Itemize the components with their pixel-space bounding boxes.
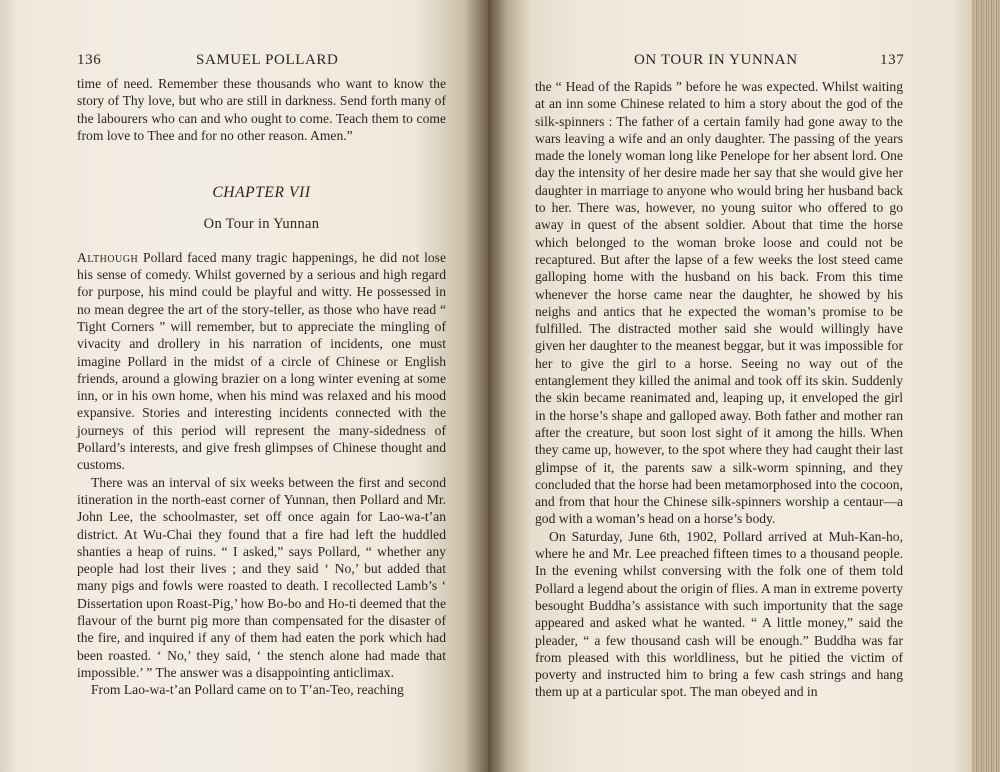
- page-number-right: 137: [880, 52, 905, 68]
- paragraph-3: From Lao-wa-t’an Pollard came on to T’an-Teo, reaching: [91, 682, 404, 698]
- left-page: [0, 0, 488, 772]
- right-page-body: [535, 78, 903, 701]
- prayer-ending: time of need. Remember these thousands who want to know the story of Thy love, but who are still in darkness. Send forth many of the labourers who can and who ought to come. Teach them to come from love to Thee and for no other reason. Amen.”: [77, 76, 446, 143]
- paragraph-silk-spinners: the “ Head of the Rapids ” before he was expected. Whilst waiting at an inn some Chinese related to him a story about the god of the silk-spinners : The father of a certain family had gone away to the wars leaving a wife and an only daughter. The passing of the years made the lonely woman long like Penelope for her absent lord. One day the intensity of her desire made her say that she would give her daughter in marriage to anyone who would bring her husband back to her. There was, however, no young suitor who offered to go away in quest of the absent soldier. About that time the horse which belonged to the woman broke loose and could not be recaptured. But after the lapse of a few weeks the lost steed came galloping home with the husband on his back. From this time whenever the horse came near the daughter, he showed by his neighs and antics that he expected the woman’s promise to be fulfilled. The distracted mother said she would willingly have given her daughter to the meanest beggar, but it was impossible for her to give the girl to a horse. Seeing no way out of the entanglement they killed the animal and took off its skin. Suddenly the skin became reanimated and, leaping up, it enveloped the girl in the horse’s shape and galloped away. Both father and mother ran after the creature, but soon lost sight of it among the hills. When they came up, however, to the spot where they had caught their last glimpse of it, the parents saw a silk-worm spinning, and they concluded that the horse had been metamorphosed into the cocoon, and from that hour the Chinese silk-spinners worship a centaur—a god with a woman’s head on a horse’s body.: [535, 79, 903, 527]
- right-page: [488, 0, 972, 772]
- left-page-body: [77, 75, 446, 699]
- paragraph-1-text: Pollard faced many tragic happenings, he did not lose his sense of comedy. Whilst governed by a serious and high regard for purpose, his mind could be playful and witty. He possessed in no mean degree the art of the story-teller, as those who have read “ Tight Corners ” will remember, but to appreciate the mingling of vivacity and drollery in his narration of incidents, one must imagine Pollard in the midst of a circle of Chinese or English friends, around a glowing brazier on a long winter evening at some inn, or in his own home, when his mind was relaxed and his mood expansive. Stories and interesting incidents connected with the journeys of this period will represent the many-sidedness of Pollard’s interests, and give fresh glimpses of Chinese thought and customs.: [77, 249, 446, 473]
- running-head-right: ON TOUR IN YUNNAN: [634, 52, 798, 68]
- paragraph-flies-legend: On Saturday, June 6th, 1902, Pollard arrived at Muh-Kan-ho, where he and Mr. Lee preached fifteen times to a thousand people. In the evening whilst conversing with the folk one of them told Pollard a legend about the origin of flies. A man in extreme poverty besought Buddha’s assistance with such importunity that the sage appeared and asked what he wanted. “ A little money,” said the pleader, “ a few thousand cash will be enough.” Buddha was far from pleased with this worldliness, but he pitied the victim of poverty and instructed him to bring a few cash strings and hang them up at a particular spot. The man obeyed and in: [535, 528, 903, 700]
- section-heading: On Tour in Yunnan: [203, 216, 320, 233]
- running-head-left: SAMUEL POLLARD: [196, 52, 339, 68]
- page-number-left: 136: [77, 52, 102, 68]
- opening-word: Although: [77, 249, 139, 265]
- chapter-heading: CHAPTER VII: [212, 184, 311, 202]
- right-page-edge: [972, 0, 1000, 772]
- paragraph-2: There was an interval of six weeks between the first and second itineration in the north-east corner of Yunnan, then Pollard and Mr. John Lee, the schoolmaster, set off once again for Lao-wa-t’an district. At Wu-Chai they found that a fire had left the huddled shanties a heap of ruins. “ I asked,” says Pollard, “ whether any people had lost their lives ; and they said ‘ No,’ but added that many pigs and fowls were roasted to death. I recollected Lamb’s ‘ Dissertation upon Roast-Pig,’ how Bo-bo and Ho-ti deemed that the flavour of the burnt pig more than compensated for the disaster of the fire, and inquired if any of them had eaten the pork which had been roasted. ‘ No,’ they said, ‘ the stench alone had made that impossible.’ ” The answer was a disappointing anticlimax.: [77, 474, 446, 680]
- paragraph-1: [77, 249, 446, 474]
